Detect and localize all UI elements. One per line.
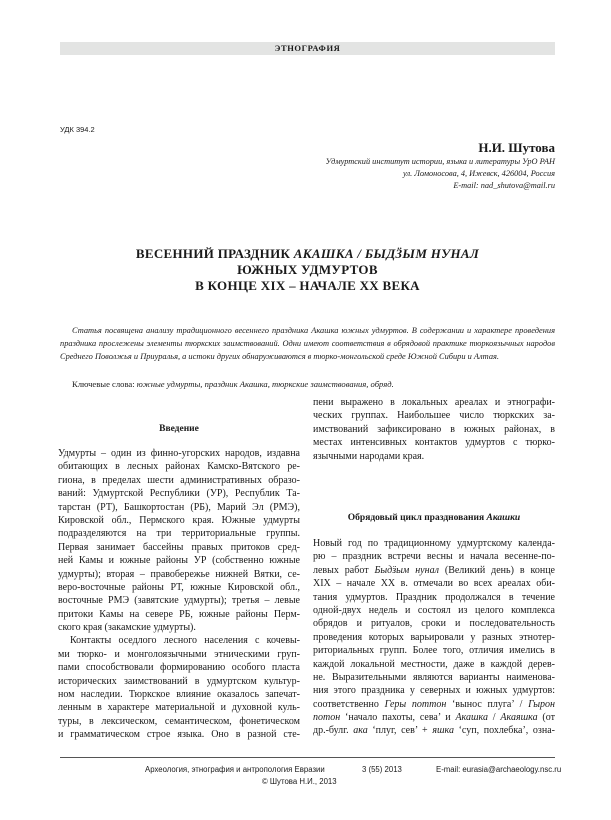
text-segment: местах интенсивных контактов удмуртов с тюрко- [313, 437, 555, 449]
text-line [58, 634, 300, 647]
text-segment: гиона, в пределах шести административных образо- [58, 474, 300, 486]
text-segment: пами способствовали формированию особого пласта [58, 662, 300, 674]
text-segment: ‘плуг, сев’ + [367, 725, 433, 737]
italic-term: Гырон [528, 698, 555, 710]
text-line [58, 715, 300, 728]
section-heading-intro: Введение [159, 424, 199, 434]
udk-code: УДК 394.2 [60, 125, 95, 134]
text-segment: проведения которых варьировали у разных этнотер- [313, 631, 555, 643]
text-line [58, 541, 300, 554]
text-segment: Контакты оседлого лесного населения с кочевы- [70, 635, 300, 647]
italic-term: потон [313, 712, 341, 724]
text-segment: (Великий день) в конце [438, 564, 555, 576]
keywords-label: Ключевые слова: [72, 379, 137, 389]
text-segment: туры, в лексическом, семантическом, фонетическом [58, 715, 300, 727]
text-segment: одной-двух недель и состоял из целого комплекса [313, 604, 555, 616]
text-segment: тания удмуртов. Праздник продолжался в течение [313, 591, 555, 603]
text-line [58, 554, 300, 567]
text-segment: / [487, 712, 501, 724]
footer-journal: Археология, этнография и антропология Евразии [145, 765, 325, 774]
text-segment: веро-восточные районы РТ, южные Кировской обл., [58, 581, 300, 593]
text-line [58, 447, 300, 460]
text-segment: Удмурты – один из финно-угорских народов, издавна [58, 448, 300, 459]
text-line [58, 581, 300, 594]
text-segment: ‘вынос плуга’ / [446, 698, 529, 710]
text-segment: ленным в характере материальной и духовной куль- [58, 702, 300, 714]
text-segment: удмурты); вторая – правобережье нижней Вятки, се- [58, 568, 300, 580]
text-line [58, 460, 300, 473]
text-segment: имствований зафиксировано в южных районах, в [313, 423, 555, 435]
text-line [313, 409, 555, 422]
italic-term: Геры поттон [384, 698, 447, 710]
italic-term: Быдӟым нунал [374, 564, 439, 576]
text-line [313, 658, 555, 671]
author-affiliation: Удмуртский институт истории, языка и литературы УрО РАН [325, 157, 555, 166]
text-segment: обрядов и ритуалов, сроки и последовательность [313, 618, 555, 630]
text-line [313, 564, 555, 577]
text-line [58, 487, 300, 500]
text-segment: (от [537, 712, 555, 724]
text-line [313, 684, 555, 697]
footer-rule [60, 757, 555, 758]
heading-italic: Акашки [486, 513, 521, 523]
keywords-value: южные удмурты, праздник Акашка, тюркские заимствования, обряд. [136, 379, 394, 389]
text-line [313, 550, 555, 563]
footer-copyright: © Шутова Н.И., 2013 [262, 777, 337, 786]
text-line [313, 631, 555, 644]
text-segment: ‘суп, похлебка’, озна- [453, 725, 556, 737]
text-segment: соответственно [313, 698, 385, 710]
heading-plain: Обрядовый цикл празднования [347, 513, 487, 523]
article-title-line-1 [60, 246, 555, 262]
section-title: ЭТНОГРАФИЯ [274, 43, 341, 53]
keywords [72, 379, 394, 389]
right-column-body [313, 537, 555, 738]
article-title-line-2: ЮЖНЫХ УДМУРТОВ [237, 262, 378, 277]
text-segment: XIX – начале XX в. отмечали во всех ареалах оби- [313, 578, 555, 590]
text-line [313, 644, 555, 657]
text-line [313, 591, 555, 604]
title-italic: АКАШКА / БЫДӞЫМ НУНАЛ [293, 246, 480, 261]
text-line [58, 648, 300, 661]
text-segment: подразделяются на три территориальные группы. [58, 528, 300, 540]
footer-email[interactable]: E-mail: eurasia@archaeology.nsc.ru [436, 765, 562, 774]
text-line [58, 661, 300, 674]
italic-term: Акаяшка [500, 712, 538, 724]
text-line [58, 474, 300, 487]
text-segment: не. Выразительными являются варианты наименова- [313, 671, 555, 683]
left-column-body [58, 447, 300, 742]
text-line [313, 577, 555, 590]
text-line [58, 701, 300, 714]
text-segment: риториальных групп. Более того, отличия имелись в [313, 645, 555, 657]
text-line [58, 594, 300, 607]
text-line [313, 396, 555, 409]
article-title-line-3: В КОНЦЕ XIX – НАЧАЛЕ XX ВЕКА [195, 278, 420, 293]
text-line [313, 698, 555, 711]
text-line [313, 671, 555, 684]
text-line [58, 728, 300, 741]
text-line [313, 423, 555, 436]
text-segment: ‘начало пахоты, сева’ и [340, 712, 456, 724]
text-line [313, 537, 555, 550]
text-line [58, 675, 300, 688]
text-segment: и грамматическом строе языка. Оно в разной сте- [58, 729, 300, 741]
text-segment: ваний: Удмуртской Республики (УР), Республик Та- [58, 488, 300, 500]
text-line [313, 436, 555, 449]
text-line [58, 514, 300, 527]
text-segment: Новый год по традиционному удмуртскому календа- [313, 538, 555, 549]
text-line [58, 527, 300, 540]
text-line [58, 568, 300, 581]
abstract [60, 324, 555, 363]
author-name: Н.И. Шутова [478, 140, 555, 155]
text-line [313, 604, 555, 617]
title-plain: ВЕСЕННИЙ ПРАЗДНИК [135, 246, 294, 261]
text-segment: рю – праздник встречи весны и начала весенне-по- [313, 551, 555, 563]
text-segment: др.-булг. [313, 725, 354, 737]
text-segment: язычными народами края. [313, 450, 425, 462]
text-segment: ния этого праздника у северных и южных удмуртов: [313, 685, 555, 697]
text-segment: Кировской обл., Пермского края. Южные удмурты [58, 514, 300, 526]
section-heading-ritual-cycle [313, 513, 555, 523]
text-line [313, 711, 555, 724]
text-line [58, 688, 300, 701]
section-header [60, 42, 555, 55]
text-line [58, 608, 300, 621]
text-segment: восточные РМЭ (завятские удмурты); третья – левые [58, 595, 300, 607]
text-line [313, 617, 555, 630]
footer-issue: 3 (55) 2013 [362, 765, 402, 774]
text-line [313, 724, 555, 737]
text-segment: тарстан (РТ), Башкортостан (РБ), Марий Эл (РМЭ), [58, 501, 300, 513]
text-segment: притоки Камы на севере РБ, южные районы Перм- [58, 608, 300, 620]
text-segment: каждой локальной местности, даже в каждой дерев- [313, 658, 555, 670]
text-segment: обитающих в лесных районах Камско-Вятского ре- [58, 461, 300, 473]
text-segment: исторических заимствований в удмуртском культур- [58, 675, 300, 687]
text-line [58, 501, 300, 514]
text-segment: левых работ [313, 564, 375, 576]
author-email[interactable]: E-mail: nad_shutova@mail.ru [453, 181, 555, 190]
abstract-text: Статья посвящена анализу традиционного весеннего праздника Акашка южных удмуртов. В содержании и характере проведения праздника прослежены элементы тюркских заимствований. Одни имеют соответствия в обрядовой практике тюркоязычных народов Среднего Поволжья и Приуралья, а истоки других обнаруживаются в тюрко-монгольской среде Южной Сибири и Алтая. [60, 326, 555, 361]
text-segment: пени выражено в локальных ареалах и этнографи- [313, 397, 555, 408]
right-column-top-body [313, 396, 555, 463]
italic-term: ака [353, 725, 368, 737]
text-segment: ми тюрко- и монголоязычными этническими груп- [58, 648, 300, 660]
author-address: ул. Ломоносова, 4, Ижевск, 426004, Россия [403, 169, 555, 178]
italic-term: Акашка [455, 712, 488, 724]
text-segment: ского края (закамские удмурты). [58, 622, 196, 634]
text-segment: ном наследии. Тюркское влияние оказалось запечат- [58, 689, 300, 701]
text-segment: ческих группах. Наибольшее число тюркских за- [313, 410, 555, 422]
text-segment: Первая занимает бассейны правых притоков сред- [58, 541, 300, 553]
italic-term: яшка [432, 725, 454, 737]
text-segment: ней Камы и южные районы УР (собственно южные [58, 555, 300, 567]
text-line [58, 621, 300, 634]
text-line [313, 450, 555, 463]
